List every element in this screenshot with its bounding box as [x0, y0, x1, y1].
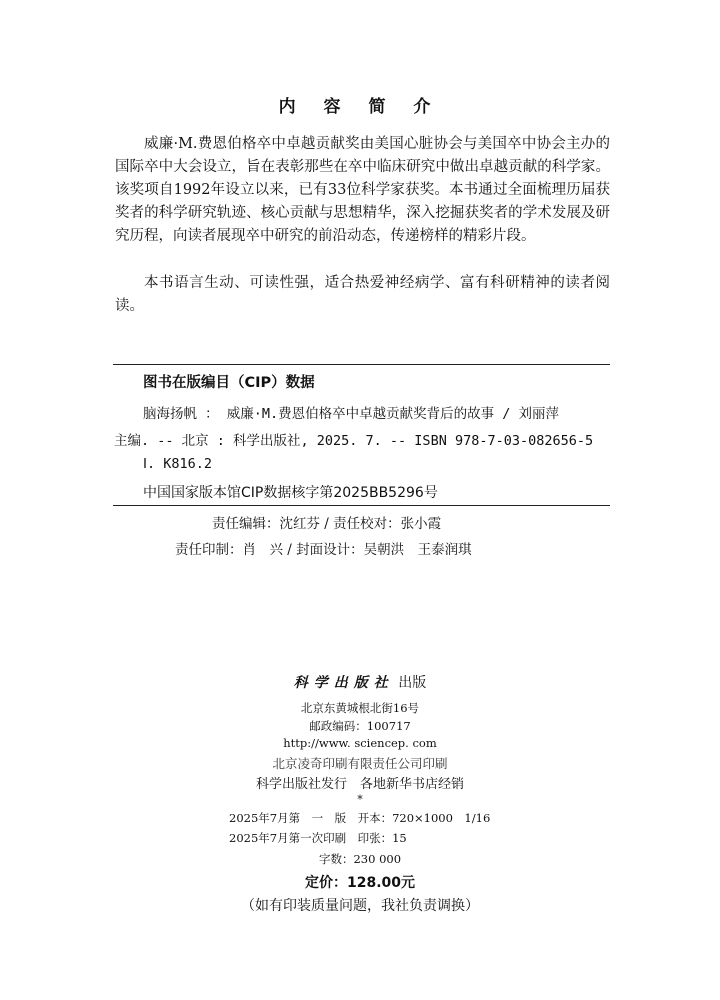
distribution-info: 科学出版社发行 各地新华书店经销 — [255, 777, 464, 792]
cip-bottom-rule — [113, 505, 610, 506]
cip-line-1: 脑海扬帆 ： 威廉·M.费恩伯格卒中卓越贡献奖背后的故事 / 刘丽萍 — [143, 406, 560, 422]
cip-line-3: Ⅰ. K816.2 — [143, 456, 213, 472]
intro-paragraph-2: 本书语言生动、可读性强，适合热爱神经病学、富有科研精神的读者阅读。 — [115, 275, 610, 314]
printing-info: 2025年7月第一次印刷 印张：15 — [229, 831, 407, 845]
publisher-address: 北京东黄城根北街16号 — [300, 701, 420, 715]
separator-star: * — [357, 793, 363, 806]
publisher-logo-text: 科学出版社 — [293, 675, 394, 691]
quality-notice: （如有印装质量问题，我社负责调换） — [241, 898, 479, 914]
publisher-postcode: 邮政编码：100717 — [309, 719, 411, 733]
page-title: 内 容 简 介 — [278, 97, 442, 117]
publisher-name — [0, 672, 720, 692]
printer-info: 北京凌奇印刷有限责任公司印刷 — [272, 756, 448, 771]
price: 定价：128.00元 — [304, 875, 416, 891]
publisher-suffix: 出版 — [398, 675, 427, 691]
cip-line-2: 主编. -- 北京 : 科学出版社, 2025. 7. -- ISBN 978-7-03-082656-5 — [114, 433, 594, 449]
cip-top-rule — [113, 364, 610, 365]
cip-heading: 图书在版编目（CIP）数据 — [143, 375, 315, 391]
intro-paragraph-1: 威廉·M.费恩伯格卒中卓越贡献奖由美国心脏协会与美国卒中协会主办的国际卒中大会设立，旨在表彰那些在卒中临床研究中做出卓越贡献的科学家。该奖项自1992年设立以来，已有33位科学家获奖。本书通过全面梳理历届获奖者的科学研究轨迹、核心贡献与思想精华，深入挖掘获奖者的学术发展及研究历程，向读者展现卒中研究的前沿动态，传递榜样的精彩片段。 — [115, 136, 610, 244]
cip-line-4: 中国国家版本馆CIP数据核字第2025BB5296号 — [143, 485, 438, 501]
editor-credits: 责任编辑：沈红芬 / 责任校对：张小霞 — [212, 516, 442, 532]
word-count: 字数：230 000 — [318, 852, 402, 866]
production-credits: 责任印制：肖 兴 / 封面设计：吴朝洪 王泰润琪 — [175, 542, 472, 558]
edition-info: 2025年7月第 一 版 开本：720×1000 1/16 — [229, 811, 491, 825]
publisher-url: http://www. sciencep. com — [283, 736, 437, 750]
